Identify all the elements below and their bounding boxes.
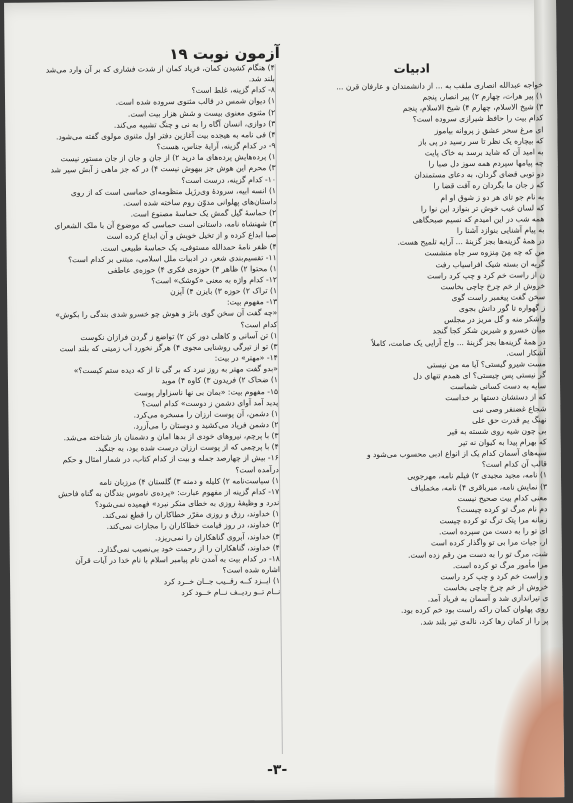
text-line: ۱) دیوان شمس در قالب مثنوی سروده شده است. [115, 96, 276, 108]
text-line: آشکار است. [506, 347, 546, 358]
text-line: ۱) پیر هرات، چهارم ۲) پیر انصار، پنجم [422, 91, 544, 102]
text-line: دو توبی قضای گردان، به دعای مستمندان [414, 169, 544, 180]
text-line: ۱) ایــزد کــه رقــیب جــان خــرد کرد [163, 576, 281, 587]
text-line: که از دستشان دستها بر خداست [445, 392, 547, 403]
text-line: میان خسرو و شیرین شکر کجا گنجد [432, 325, 546, 336]
text-line: چه پیامها سپردم همه سوز دل صبا را [428, 158, 544, 169]
text-line: «بدو گفت مهتر به روز نبرد که بر گی تا از که دیده ستم کیست؟» [73, 364, 278, 376]
text-line: ز گهواره تا گور دانش بجوی [458, 303, 546, 314]
text-line: ۱) محتوا ۲) ظاهر ۳) حوزه‌ی فکری ۴) حوزه‌ی عاطفی [107, 263, 277, 275]
text-line: ۴) خداوند، گناهکاران را از رحمت خود بی‌نصیب نمی‌گذارد. [97, 542, 280, 554]
hand-corner [493, 647, 565, 798]
text-line: شجاع غضنفر وصی نبی [472, 403, 547, 414]
left-column-lines [13, 62, 281, 600]
text-line: داستان‌های پهلوانی مدوّن روم ساخته شده است. [122, 196, 277, 208]
text-line: زمانه مرا پتک ترگ تو کرده چیست [439, 515, 548, 526]
text-line: سخن گفت پیغمبر راست گوی [451, 292, 546, 303]
text-line: ار، جیات مرا بی تو واگذار کرده است [430, 537, 548, 548]
text-line: ندرد و وظیفهٔ روزی به خطای منکر نبرد» فهمیده نمی‌شود؟ [94, 498, 280, 510]
text-line: ۳) دوازی، انسان آگاه را به نی و چنگ تشبیه می‌کند. [113, 118, 276, 130]
text-line: همه شب در این امیدم که نسیم صبحگاهی [412, 214, 545, 225]
text-line: به امید آن که شاید برسد به خاک پایت [424, 147, 544, 158]
text-line: ای مرغ سحر عشق ز پروانه بیاموز [434, 124, 544, 136]
text-line: «چه گفت آن سخن گوی بانژ و هوش چو خسرو شدی بندگی را بکوش» [55, 308, 278, 320]
text-line: ن از راست خم کرد و چپ کرد راست [427, 269, 545, 281]
text-line: خروش از خم چرخ چاچی بخاست [440, 281, 546, 292]
text-line: ۱) سیاست‌نامه ۲) کلیله و دمنه ۳) گلستان ۴) مرزبان نامه [99, 475, 280, 487]
text-line: ی تیراندازی شد و آسمان به فریاد آمد. [427, 593, 549, 604]
text-line: دم نام مرگ تو کرده چیست؟ [456, 504, 548, 515]
exam-page [4, 0, 564, 803]
text-line: ۹- در کدام گزینه، آرایهٔ جناس، هست؟ [156, 141, 276, 152]
text-line: ای تو را به دست من سپرده است. [438, 526, 548, 537]
text-line: بی چون شیه روی شسته به قیر [447, 426, 547, 437]
text-line: صبا ابداع کرده و از تخیل خویش و آن ابداع کرده است [106, 230, 277, 242]
text-line: ۳) نمایش نامه، میرباقری ۴) نامه، مخملباف [410, 481, 548, 493]
text-line: ۲) مثنوی معنوی بیست و شش هزار بیت است. [127, 107, 276, 119]
text-line: ۱) ضحاک ۲) فریدون ۳) کاوه ۴) موبد [161, 375, 279, 386]
text-line: بلند شد. [248, 74, 275, 84]
text-line: ۱۴- «مهتر» در بیت: [214, 353, 278, 363]
text-line: ۴) فی نامه به هیجده بیت آغازین دفتر اول مثنوی مولوی گفته می‌شود. [55, 129, 276, 142]
text-line: واشکر منه و گل مریز در مجلس [444, 314, 546, 325]
section-title: ادبیات [393, 61, 430, 76]
page-number: -۳- [266, 761, 288, 779]
text-line: ۲) خداوند، در روز قیامت خطاکاران را مجازات نمی‌کند. [106, 520, 280, 532]
text-line: ۱) تن آسانی و کاهلی دور کن ۲) تواضع ز گردن فرازان نکوست [80, 330, 278, 342]
text-line: ۱۵- مفهوم بیت: «بمان بی نها ناسزاوار پوست [133, 386, 279, 398]
text-line: ۱۷- کدام گزینه از مفهوم عبارت: «پرده‌ی ناموس بندگان به گناه فاحش [58, 486, 280, 499]
text-line: مرا مأمور مرگ تو کرده است. [452, 559, 548, 570]
text-line: ۴) ظفر نامهٔ حمدالله مستوفی، یک حماسهٔ طبیعی است. [100, 241, 277, 253]
text-line: و راست خم کرد و چپ کرد راست [440, 571, 549, 582]
text-line: ۱۶- بیش از چهارصد جمله و بیت از کدام کتاب، در شمار امثال و حکم [62, 453, 279, 465]
text-line: پر را از کمان رها کرد، ناله‌ی تیر بلند شد. [420, 615, 549, 627]
text-line: قالب آن کدام است؟ [481, 459, 547, 470]
text-line: مست شیرو گیستی؟ آیا مه من نیستی [426, 359, 546, 370]
text-line: ۱) پرده‌هایش پرده‌های ما درید ۲) از جان و جان از جان مستور نیست [60, 152, 276, 164]
text-line: به نام جو تای هر دو ز شوق او ام [440, 191, 545, 202]
text-line: در همهٔ گزینه‌ها بجز گزینهٔ ... واج آرایی یک صامت، کاملاً [371, 336, 546, 348]
text-line: گر نیستی پس چیستی؟ ای همدم تنهای دل [412, 370, 546, 381]
text-line: ۴) با پرچمی که از پوست ارزان درست شده بود، به جنگید. [95, 442, 279, 454]
text-line: ۳) شهنشاه نامه، داستانی است حماسی که موضوع آن با ملک الشعرای [54, 219, 277, 231]
text-line: به پیام آشنایی بنوازد آشنا را [456, 225, 545, 236]
text-line: اشاره شده است؟ [222, 565, 281, 575]
text-line: ۱) دشمن، آن پوست ارزان را مسخره می‌کرد. [133, 408, 279, 420]
right-column [281, 59, 549, 628]
text-line: سایه به دست کسانی شماست [450, 381, 547, 392]
text-line: ۱) تراک ۲) حوزه ۳) بایزن ۴) آیزن [170, 286, 278, 297]
text-line: نهنگ یم قدرت حق علی [472, 414, 547, 425]
text-line: ۳) محرم این هوش جز بیهوش نیست ۴) در که جز ماهی ز آبش سیر شد [50, 163, 276, 175]
page-title: آزمون نوبت ۱۹ [169, 44, 280, 64]
text-line: ۱۲- کدام واژه به معنی «کوشک» است؟ [151, 275, 277, 286]
text-line: ۱۸- در کدام بیت به آمدن نام پیامبر اسلام با نام خدا در آیات قرآن [75, 553, 280, 566]
text-line: ۱۱- تقسیم‌بندی شعر، در ادبیات ملل اسلامی، مبتنی بر کدام است؟ [67, 252, 277, 264]
text-line: که بیچاره یک نظر تا سر رسید در پی باز [418, 136, 544, 147]
text-line: در همهٔ گزینه‌ها بجز گزینهٔ ... آرایه تلمیح هست. [397, 236, 545, 247]
text-line: ۳) شیخ الاسلام، چهارم ۴) شیخ الاسلام، پنجم [402, 102, 544, 114]
text-line: ۱) انسه ابیه، سرودهٔ وی‌رژیل منظومه‌ای حماسی است که از روی [70, 185, 277, 197]
text-line: شت، مرگ تو را به دست من رقم زده است. [407, 548, 548, 560]
text-line: ۳) خداوند، آبروی گناهکاران را نمی‌ریزد. [154, 531, 280, 542]
text-line: که لسان غیب خوش تر بنوازد این نوا را [420, 202, 545, 214]
text-line: ۸- کدام گزینه، غلط است؟ [191, 85, 275, 96]
text-line: که ز جان ما بگردان ره آفت قضا را [433, 180, 545, 191]
text-line: پدید آمد آوای دشمن ز دوست» کدام است؟ [141, 397, 279, 409]
text-line: درآمده است؟ [235, 464, 279, 475]
text-line: گریه ان بسته شیک افراسیاب رفت [435, 258, 545, 269]
text-line: سپه‌های آسمان کدام یک از انواع ادبی محسوب می‌شود و [366, 448, 547, 460]
text-line: ۱) خداوند، رزق و روزی مقرّر خطاکاران را قطع نمی‌کند. [102, 509, 280, 521]
text-line: من که چه مِنَ مِنزوه سر جاه منشست [424, 247, 545, 258]
text-line: روی پهلوان کمان راکه راست بود خم کرده بود. [400, 604, 549, 616]
text-line: معنی کدام بیت صحیح نیست [457, 493, 548, 503]
text-line: کدام است؟ [240, 319, 278, 330]
right-column-lines [281, 79, 549, 628]
text-line: ۱) نامه، مجید مجیدی ۲) فیلم نامه، مهرجویی [407, 470, 548, 482]
left-column [13, 62, 281, 600]
text-line: که بهرام پیدا به کیوان نه تیر [458, 437, 547, 448]
text-line: ۱۰- کدام گزینه، درست است؟ [181, 174, 276, 185]
text-line: ۳) با پرچم، نیروهای خودی از بدها امان و دشمنان باز شناخته می‌شد. [63, 431, 279, 443]
text-line: خواجه عبدالله انصاری ملقب به ... از دانشمندان و عارفان قرن ... [336, 80, 543, 92]
text-line: ۱۳- مفهوم بیت: [226, 297, 278, 307]
text-line: ۳) تو از تیرگی روشنایی مجوی ۴) هرگز نخورد آب زمینی که بلند است [59, 341, 278, 354]
text-line: ۴) هنگام کشیدن کمان، فریاد کمان از شدت فشاری که بر آن وارد می‌شد [45, 63, 275, 75]
text-line: نــام تــو ردیــف نــام خــود کرد [181, 587, 281, 598]
text-line: ۲) حماسهٔ گیل گمش یک حماسهٔ مصنوع است. [130, 208, 277, 219]
text-line: خروش از خم چرخ چاچی بخاست [443, 582, 549, 593]
text-line: ۲) دشمن فریاد می‌کشید و دوستان را می‌آزرد. [133, 420, 279, 431]
text-line: کدام بیت را حافظ شیرازی سروده است؟ [412, 113, 544, 125]
